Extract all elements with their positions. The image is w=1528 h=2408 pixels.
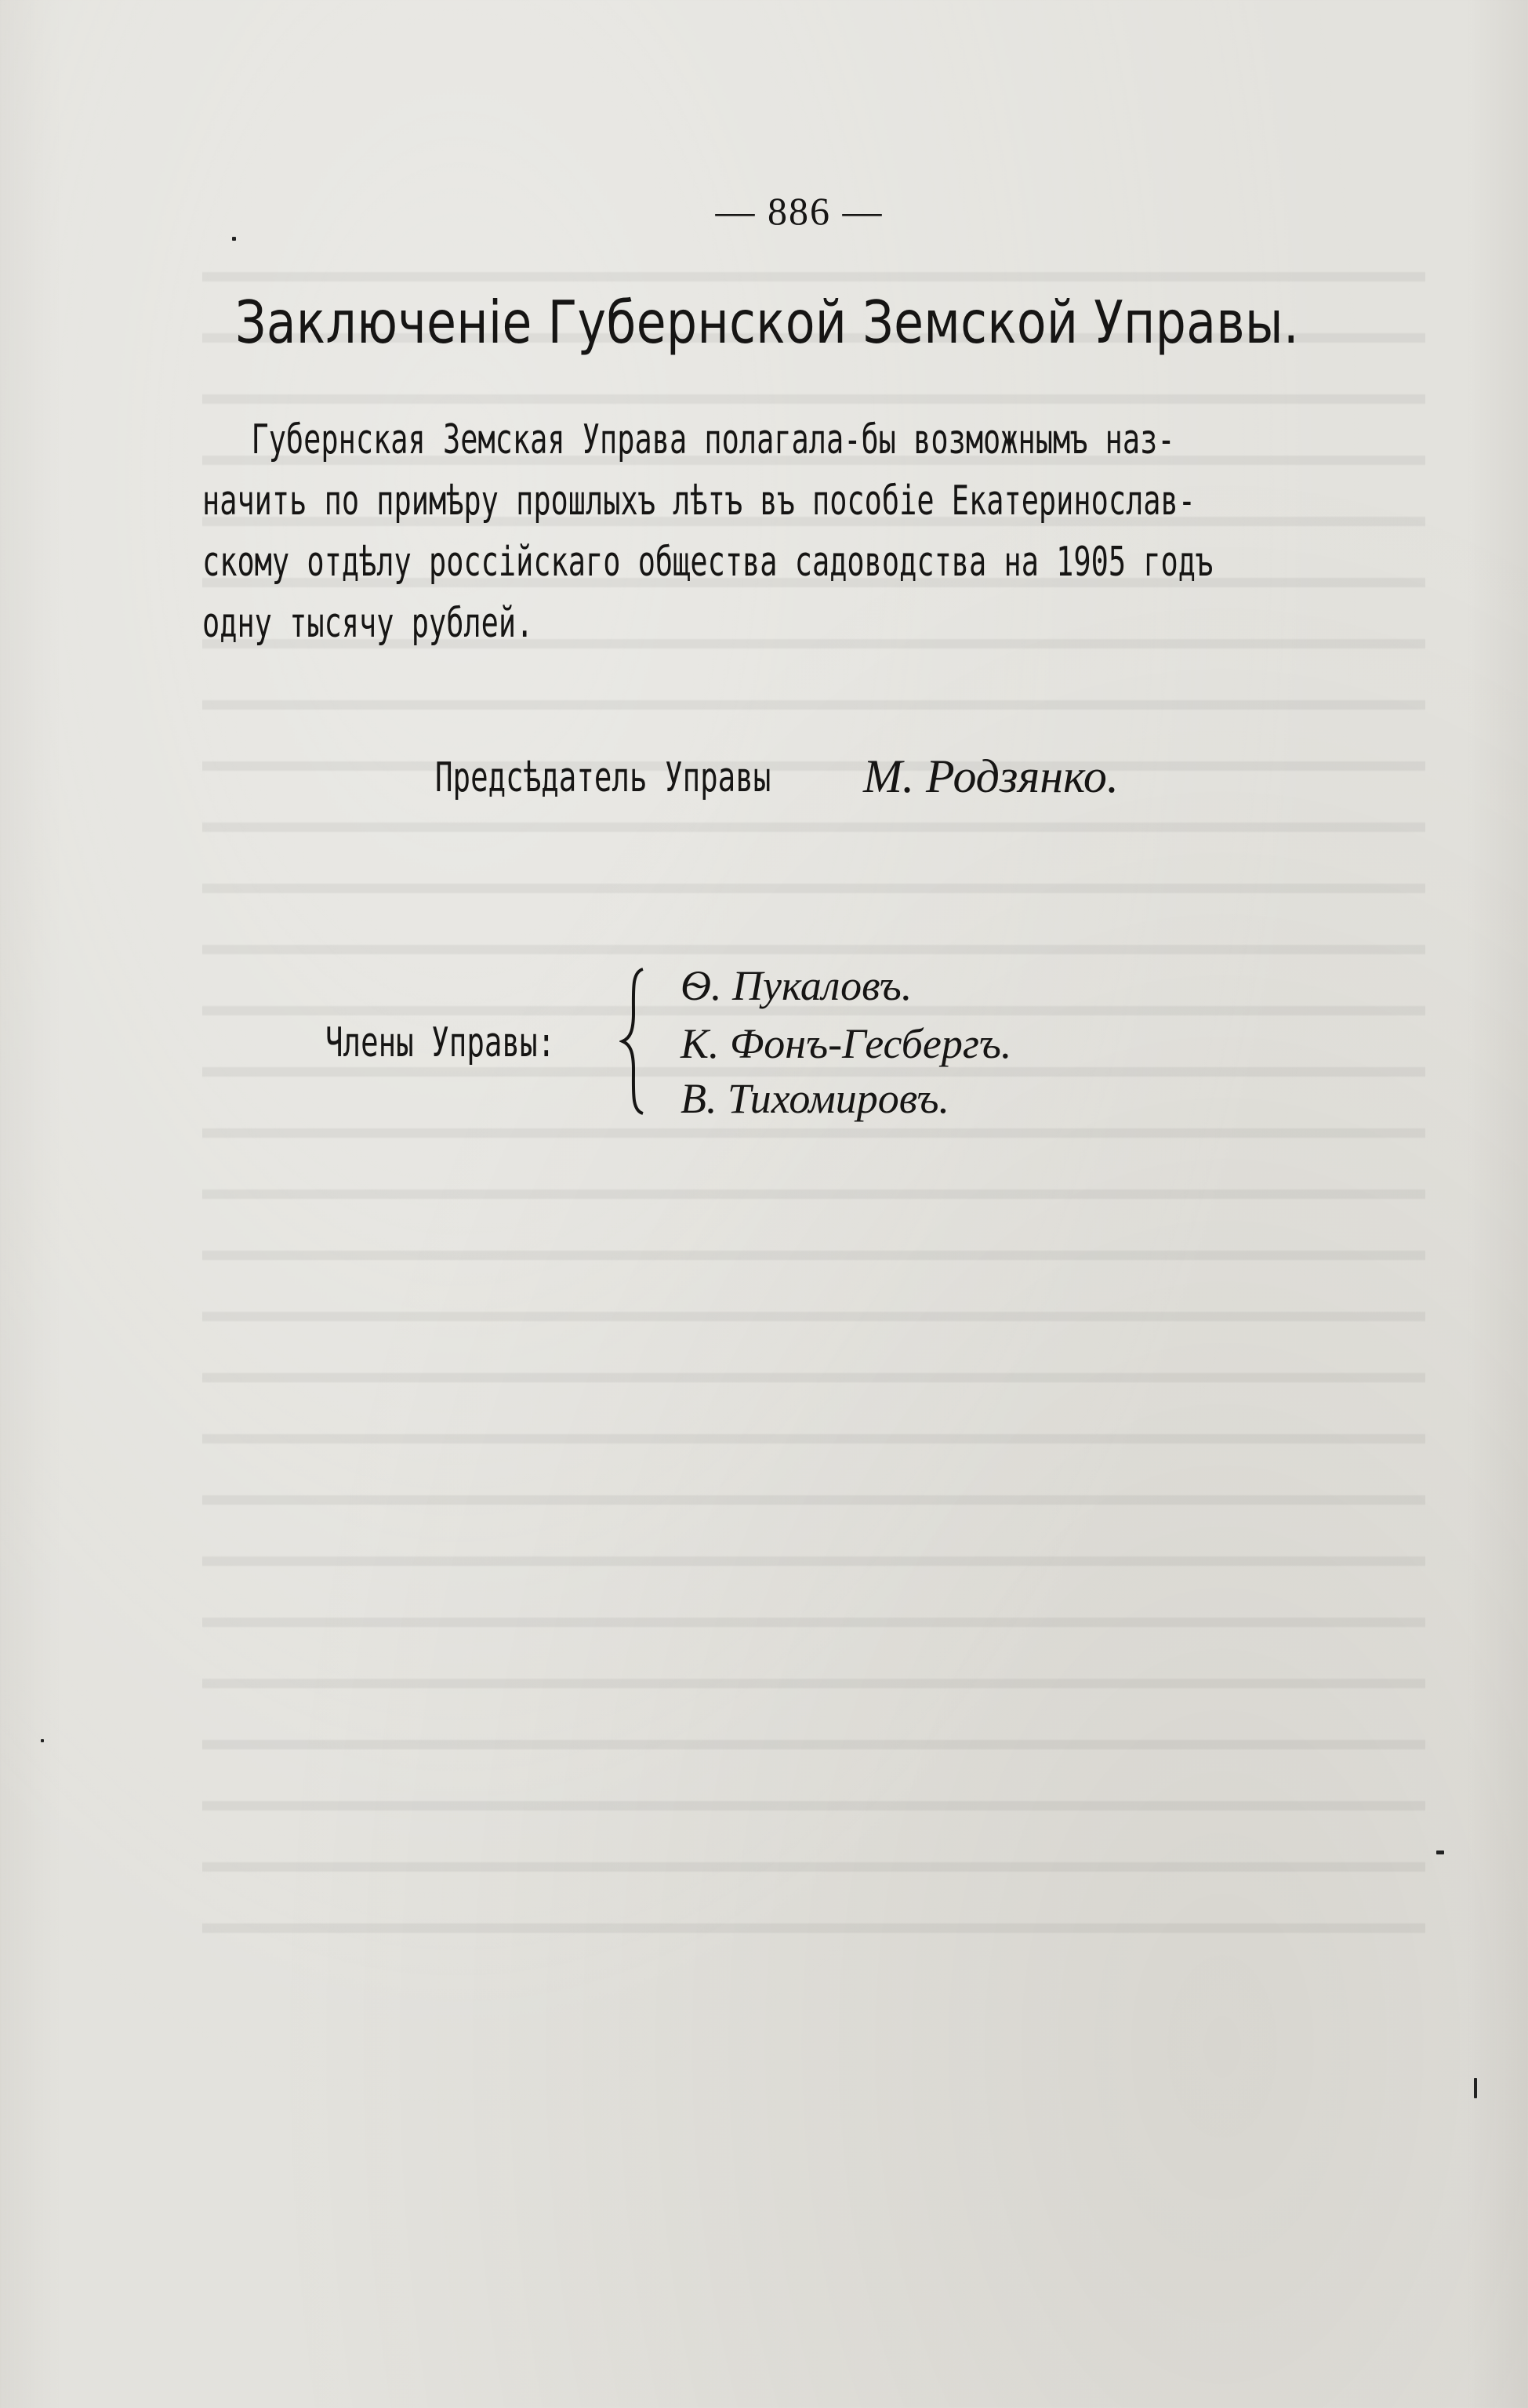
member-name: Ѳ. Пукаловъ.	[681, 962, 913, 1009]
member-name: К. Фонъ-Гесбергъ.	[681, 1020, 1012, 1067]
resolution-paragraph	[202, 409, 1214, 654]
ink-speck	[41, 1739, 44, 1742]
chairman-name: М. Родзянко.	[863, 750, 1119, 802]
brace-icon	[619, 966, 651, 1117]
chairman-signature	[435, 750, 1119, 802]
ink-speck	[1436, 1850, 1444, 1854]
ink-speck	[232, 237, 236, 241]
chairman-label: Предсѣдатель Управы	[435, 754, 771, 801]
paragraph-line: Губернская Земская Управа полагала-бы возможнымъ наз-	[251, 416, 1175, 463]
paragraph-line: начить по примѣру прошлыхъ лѣтъ въ пособіе Екатеринослав-	[202, 478, 1196, 525]
member-name: В. Тихомировъ.	[681, 1075, 950, 1122]
paragraph-line: скому отдѣлу россійскаго общества садоводства на 1905 годъ	[202, 539, 1214, 586]
paragraph-line: одну тысячу рублей.	[202, 600, 534, 647]
ink-speck	[1474, 2078, 1477, 2098]
members-label: Члены Управы:	[325, 1019, 556, 1066]
section-heading: Заключеніе Губернской Земской Управы.	[235, 288, 1299, 357]
page-number: — 886 —	[715, 189, 884, 233]
